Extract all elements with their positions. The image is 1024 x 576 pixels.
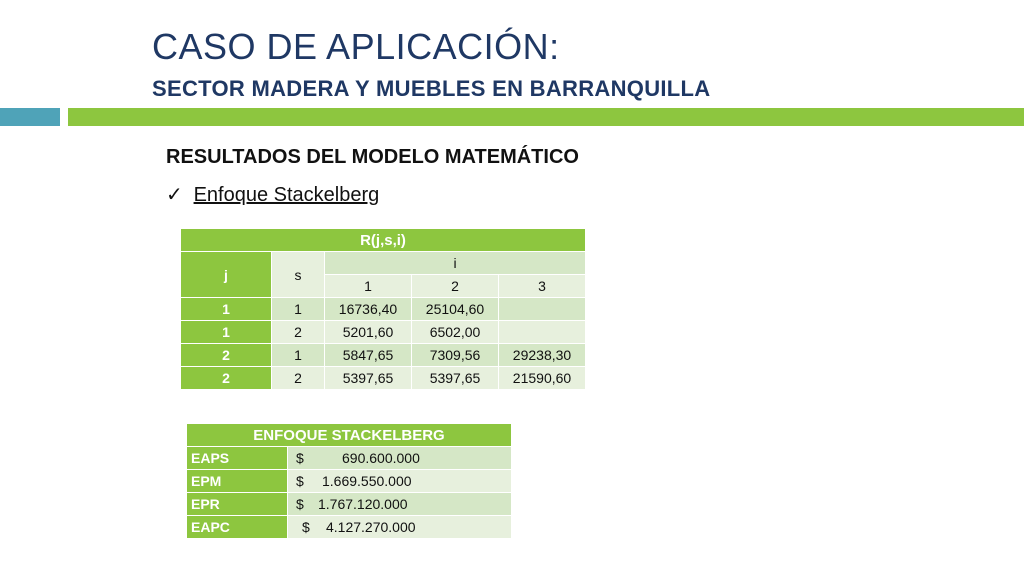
row-label: EPM bbox=[187, 470, 288, 493]
s-cell: 1 bbox=[272, 298, 325, 321]
currency-symbol: $ bbox=[296, 496, 304, 512]
results-table-title: R(j,s,i) bbox=[181, 229, 586, 252]
bullet-item bbox=[166, 182, 379, 207]
value-cell: 16736,40 bbox=[325, 298, 412, 321]
row-value bbox=[288, 516, 512, 539]
row-value bbox=[288, 447, 512, 470]
table-row bbox=[187, 447, 512, 470]
value-cell: 5201,60 bbox=[325, 321, 412, 344]
check-icon: ✓ bbox=[166, 184, 183, 206]
value-cell bbox=[499, 298, 586, 321]
col-i-header: i bbox=[325, 252, 586, 275]
value-cell: 5397,65 bbox=[325, 367, 412, 390]
s-cell: 2 bbox=[272, 321, 325, 344]
slide-title: CASO DE APLICACIÓN: bbox=[152, 26, 560, 67]
i-value-cell: 3 bbox=[499, 275, 586, 298]
row-label: EAPC bbox=[187, 516, 288, 539]
value-cell: 6502,00 bbox=[412, 321, 499, 344]
table-row bbox=[181, 321, 586, 344]
j-cell: 1 bbox=[181, 298, 272, 321]
stackelberg-table bbox=[186, 423, 512, 539]
slide-subtitle: SECTOR MADERA Y MUEBLES EN BARRANQUILLA bbox=[152, 76, 711, 101]
col-s-header: s bbox=[272, 252, 325, 298]
j-cell: 2 bbox=[181, 367, 272, 390]
table-row bbox=[187, 516, 512, 539]
table-row bbox=[187, 470, 512, 493]
value-cell: 29238,30 bbox=[499, 344, 586, 367]
accent-bar-right bbox=[68, 108, 1024, 126]
value-cell: 21590,60 bbox=[499, 367, 586, 390]
row-value bbox=[288, 470, 512, 493]
table-row bbox=[187, 493, 512, 516]
row-value bbox=[288, 493, 512, 516]
accent-bar-left bbox=[0, 108, 60, 126]
value-cell: 7309,56 bbox=[412, 344, 499, 367]
value-cell: 5397,65 bbox=[412, 367, 499, 390]
bullet-text: Enfoque Stackelberg bbox=[193, 184, 380, 206]
table-row bbox=[181, 298, 586, 321]
i-value-cell: 1 bbox=[325, 275, 412, 298]
results-table bbox=[180, 228, 586, 390]
row-label: EAPS bbox=[187, 447, 288, 470]
row-label: EPR bbox=[187, 493, 288, 516]
stackelberg-table-title: ENFOQUE STACKELBERG bbox=[187, 424, 512, 447]
value-cell: 25104,60 bbox=[412, 298, 499, 321]
amount: 4.127.270.000 bbox=[326, 519, 416, 535]
j-cell: 1 bbox=[181, 321, 272, 344]
currency-symbol: $ bbox=[296, 450, 304, 466]
currency-symbol: $ bbox=[302, 519, 310, 535]
amount: 690.600.000 bbox=[342, 450, 420, 466]
table-row bbox=[181, 367, 586, 390]
j-cell: 2 bbox=[181, 344, 272, 367]
amount: 1.669.550.000 bbox=[322, 473, 412, 489]
section-heading: RESULTADOS DEL MODELO MATEMÁTICO bbox=[166, 146, 579, 168]
s-cell: 1 bbox=[272, 344, 325, 367]
value-cell: 5847,65 bbox=[325, 344, 412, 367]
value-cell bbox=[499, 321, 586, 344]
i-value-cell: 2 bbox=[412, 275, 499, 298]
table-row bbox=[181, 344, 586, 367]
s-cell: 2 bbox=[272, 367, 325, 390]
amount: 1.767.120.000 bbox=[318, 496, 408, 512]
col-j-header: j bbox=[181, 252, 272, 298]
currency-symbol: $ bbox=[296, 473, 304, 489]
